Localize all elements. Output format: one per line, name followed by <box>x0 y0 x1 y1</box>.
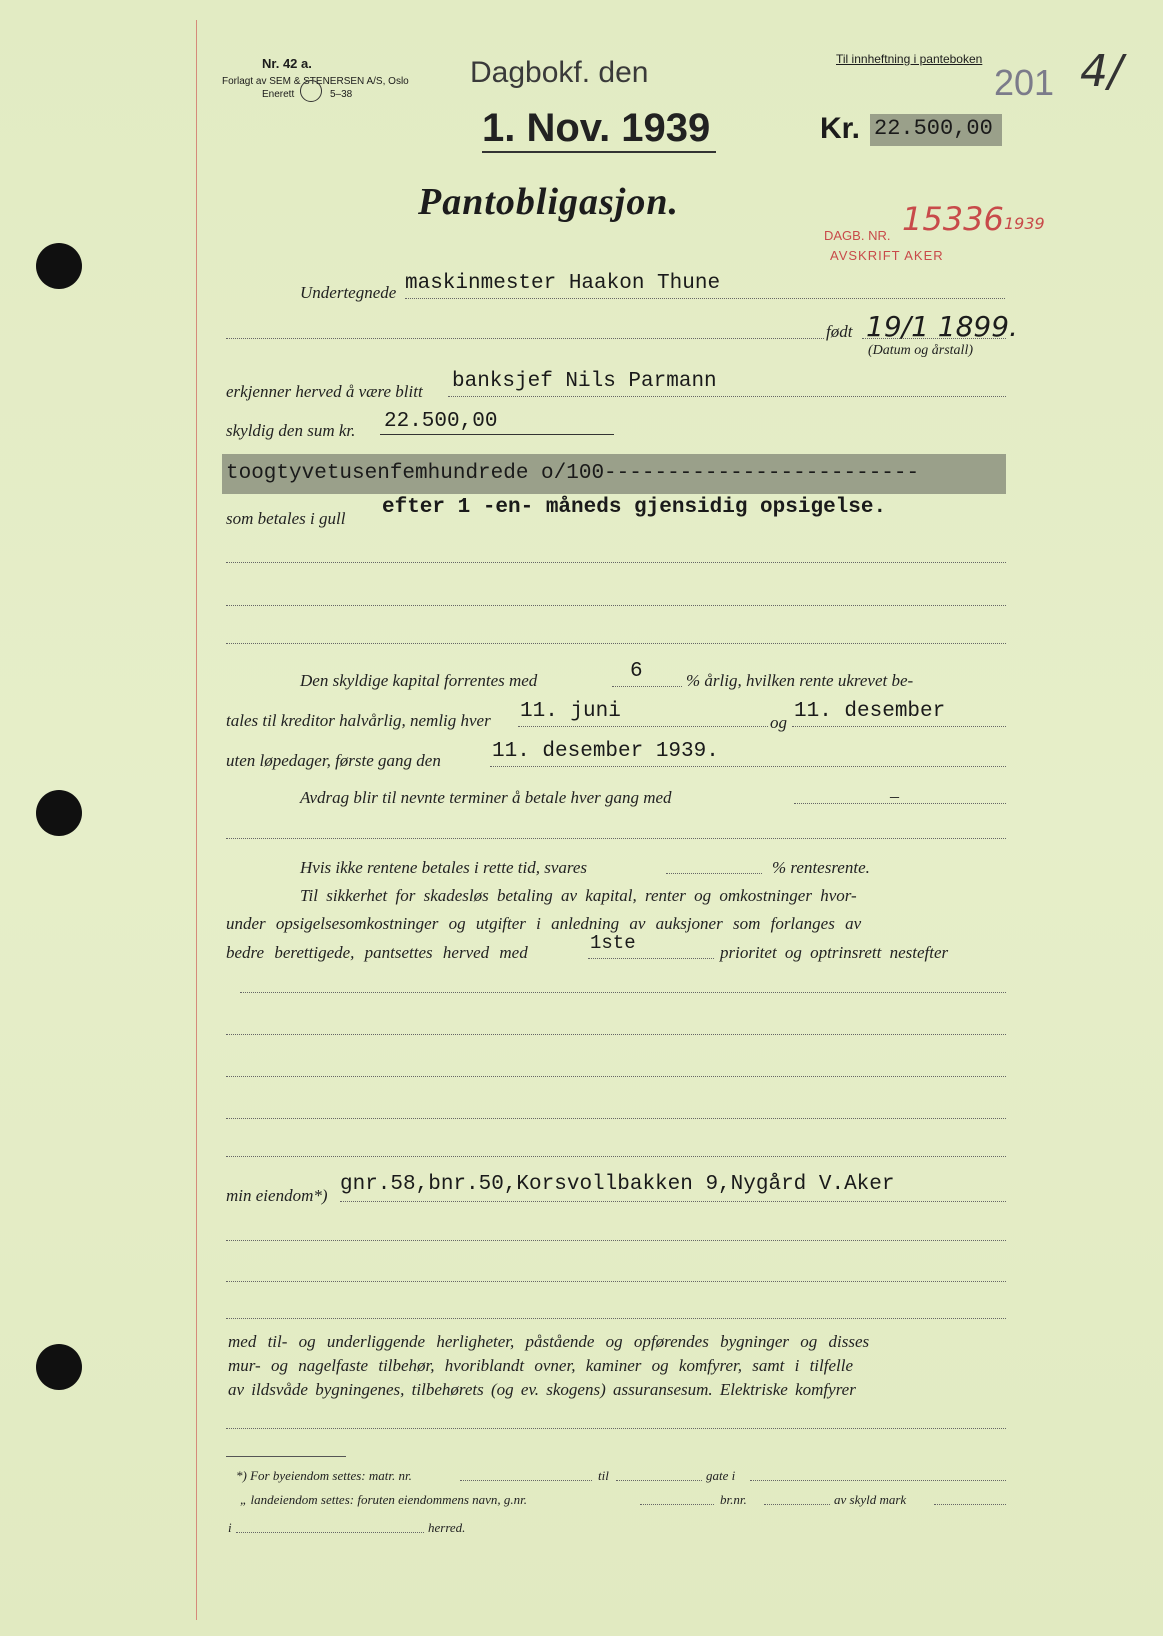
avskrift-stamp: AVSKRIFT AKER <box>830 248 944 263</box>
kr-amount: 22.500,00 <box>874 116 993 141</box>
security-line1-rest: % rentesrente. <box>772 858 870 877</box>
stamp-label: Dagbokf. den <box>470 56 649 89</box>
fill-line <box>792 726 1006 727</box>
kr-amount-box <box>870 114 1002 146</box>
fill-line <box>226 1034 1006 1035</box>
footnote-rule <box>226 1456 346 1457</box>
fodt-label: født <box>826 322 853 341</box>
margin-rule <box>196 20 197 1620</box>
skyldig-label: skyldig den sum kr. <box>226 421 356 440</box>
datum-label: (Datum og årstall) <box>868 343 973 358</box>
fill-line <box>405 298 1005 299</box>
fill-line <box>764 1504 830 1505</box>
interest-date2: 11. desember <box>794 700 946 723</box>
amount-words: toogtyvetusenfemhundrede o/100------------------------- <box>226 462 920 485</box>
footnote-line1-c: gate i <box>706 1468 736 1483</box>
footnote-line2-a: „ landeiendom settes: foruten eiendommens navn, g.nr. <box>240 1492 528 1507</box>
interest-line1: Den skyldige kapital forrentes med <box>300 671 538 690</box>
interest-line3: uten løpedager, første gang den <box>226 751 441 770</box>
interest-line1-rest: % årlig, hvilken rente ukrevet be- <box>686 671 914 690</box>
fill-line <box>226 643 1006 644</box>
property-value: gnr.58,bnr.50,Korsvollbakken 9,Nygård V.Aker <box>340 1173 895 1196</box>
fill-line <box>226 1156 1006 1157</box>
fill-line <box>640 1504 714 1505</box>
fill-line <box>236 1532 424 1533</box>
betales-label: som betales i gull <box>226 509 346 528</box>
footnote-line3-a: i <box>228 1520 232 1535</box>
erkj-label: erkjenner herved å være blitt <box>226 382 423 401</box>
footnote-line3-b: herred. <box>428 1520 466 1535</box>
fill-line <box>226 1281 1006 1282</box>
interest-first-date: 11. desember 1939. <box>492 740 719 763</box>
fill-line <box>448 396 1006 397</box>
amount-words-box <box>222 454 1006 494</box>
undersk-value: maskinmester Haakon Thune <box>405 272 721 295</box>
closing-line2: mur- og nagelfaste tilbehør, hvoriblandt ovner, kaminer og komfyrer, samt i tilfelle <box>228 1356 854 1375</box>
skyldig-value: 22.500,00 <box>384 410 498 433</box>
fill-line <box>490 766 1006 767</box>
page-number: 201 <box>994 62 1055 103</box>
fill-line <box>616 1480 702 1481</box>
fill-line <box>588 958 714 959</box>
fill-line <box>226 1240 1006 1241</box>
fill-line <box>240 992 1006 993</box>
fill-line <box>226 562 1006 563</box>
interest-rate: 6 <box>630 660 643 683</box>
fill-line <box>226 838 1006 839</box>
punch-hole-bottom <box>36 1344 82 1390</box>
dagb-year: 1939 <box>1004 214 1045 233</box>
fodt-value: 19/1 1899. <box>866 310 1018 343</box>
dagb-label: DAGB. NR. <box>824 228 891 243</box>
top-right-note: Til innheftning i panteboken <box>836 52 983 66</box>
skyldig-underline <box>380 434 614 435</box>
fill-line <box>666 873 762 874</box>
footnote-line2-c: av skyld mark <box>834 1492 907 1507</box>
property-label: min eiendom*) <box>226 1186 328 1205</box>
publisher-line: Forlagt av SEM & STENERSEN A/S, Oslo <box>222 76 409 87</box>
publisher-logo-icon <box>300 80 322 102</box>
fill-line <box>794 803 1006 804</box>
fill-line <box>226 605 1006 606</box>
page-title: Pantobligasjon. <box>418 181 679 223</box>
footnote-line1-a: *) For byeiendom settes: matr. nr. <box>236 1468 412 1483</box>
avdrag-value: – <box>890 786 899 806</box>
fill-line <box>518 726 768 727</box>
security-line4-rest: prioritet og optrinsrett nestefter <box>720 943 949 962</box>
publisher-enerett: Enerett <box>262 89 295 100</box>
security-priority: 1ste <box>590 932 636 954</box>
fill-line <box>934 1504 1006 1505</box>
punch-hole-middle <box>36 790 82 836</box>
publisher-code: 5–38 <box>330 89 353 100</box>
kr-label: Kr. <box>820 112 861 145</box>
punch-hole-top <box>36 243 82 289</box>
fill-line <box>750 1480 1006 1481</box>
interest-date1: 11. juni <box>520 700 621 723</box>
fill-line <box>340 1201 1006 1202</box>
fill-line <box>226 1428 1006 1429</box>
interest-og: og <box>770 713 787 732</box>
security-line3: under opsigelsesomkostninger og utgifter i anledning av auksjoner som forlanges av <box>226 914 862 933</box>
betales-value: efter 1 -en- måneds gjensidig opsigelse. <box>382 496 887 519</box>
closing-line3: av ildsvåde bygningenes, tilbehørets (og ev. skogens) assuransesum. Elektriske komfyrer <box>228 1380 856 1399</box>
dagb-number: 15336 <box>902 200 1004 238</box>
fill-line <box>226 1318 1006 1319</box>
fill-line <box>226 1118 1006 1119</box>
fill-line <box>460 1480 592 1481</box>
footnote-line1-b: til <box>598 1468 609 1483</box>
fill-line <box>226 338 824 339</box>
avdrag-line: Avdrag blir til nevnte terminer å betale hver gang med <box>300 788 672 807</box>
handwritten-initials: 4/ <box>1080 46 1123 97</box>
closing-line1: med til- og underliggende herligheter, påstående og opførendes bygninger og disses <box>228 1332 870 1351</box>
form-number: Nr. 42 a. <box>262 56 312 71</box>
stamp-date: 1. Nov. 1939 <box>482 106 716 153</box>
interest-line2: tales til kreditor halvårlig, nemlig hver <box>226 711 491 730</box>
erkj-value: banksjef Nils Parmann <box>452 370 717 393</box>
security-line1: Hvis ikke rentene betales i rette tid, svares <box>300 858 588 877</box>
fill-line <box>612 686 682 687</box>
undersk-label: Undertegnede <box>300 283 397 302</box>
fill-line <box>226 1076 1006 1077</box>
footnote-line2-b: br.nr. <box>720 1492 747 1507</box>
security-line4: bedre berettigede, pantsettes herved med <box>226 943 528 962</box>
security-line2: Til sikkerhet for skadesløs betaling av kapital, renter og omkostninger hvor- <box>300 886 857 905</box>
